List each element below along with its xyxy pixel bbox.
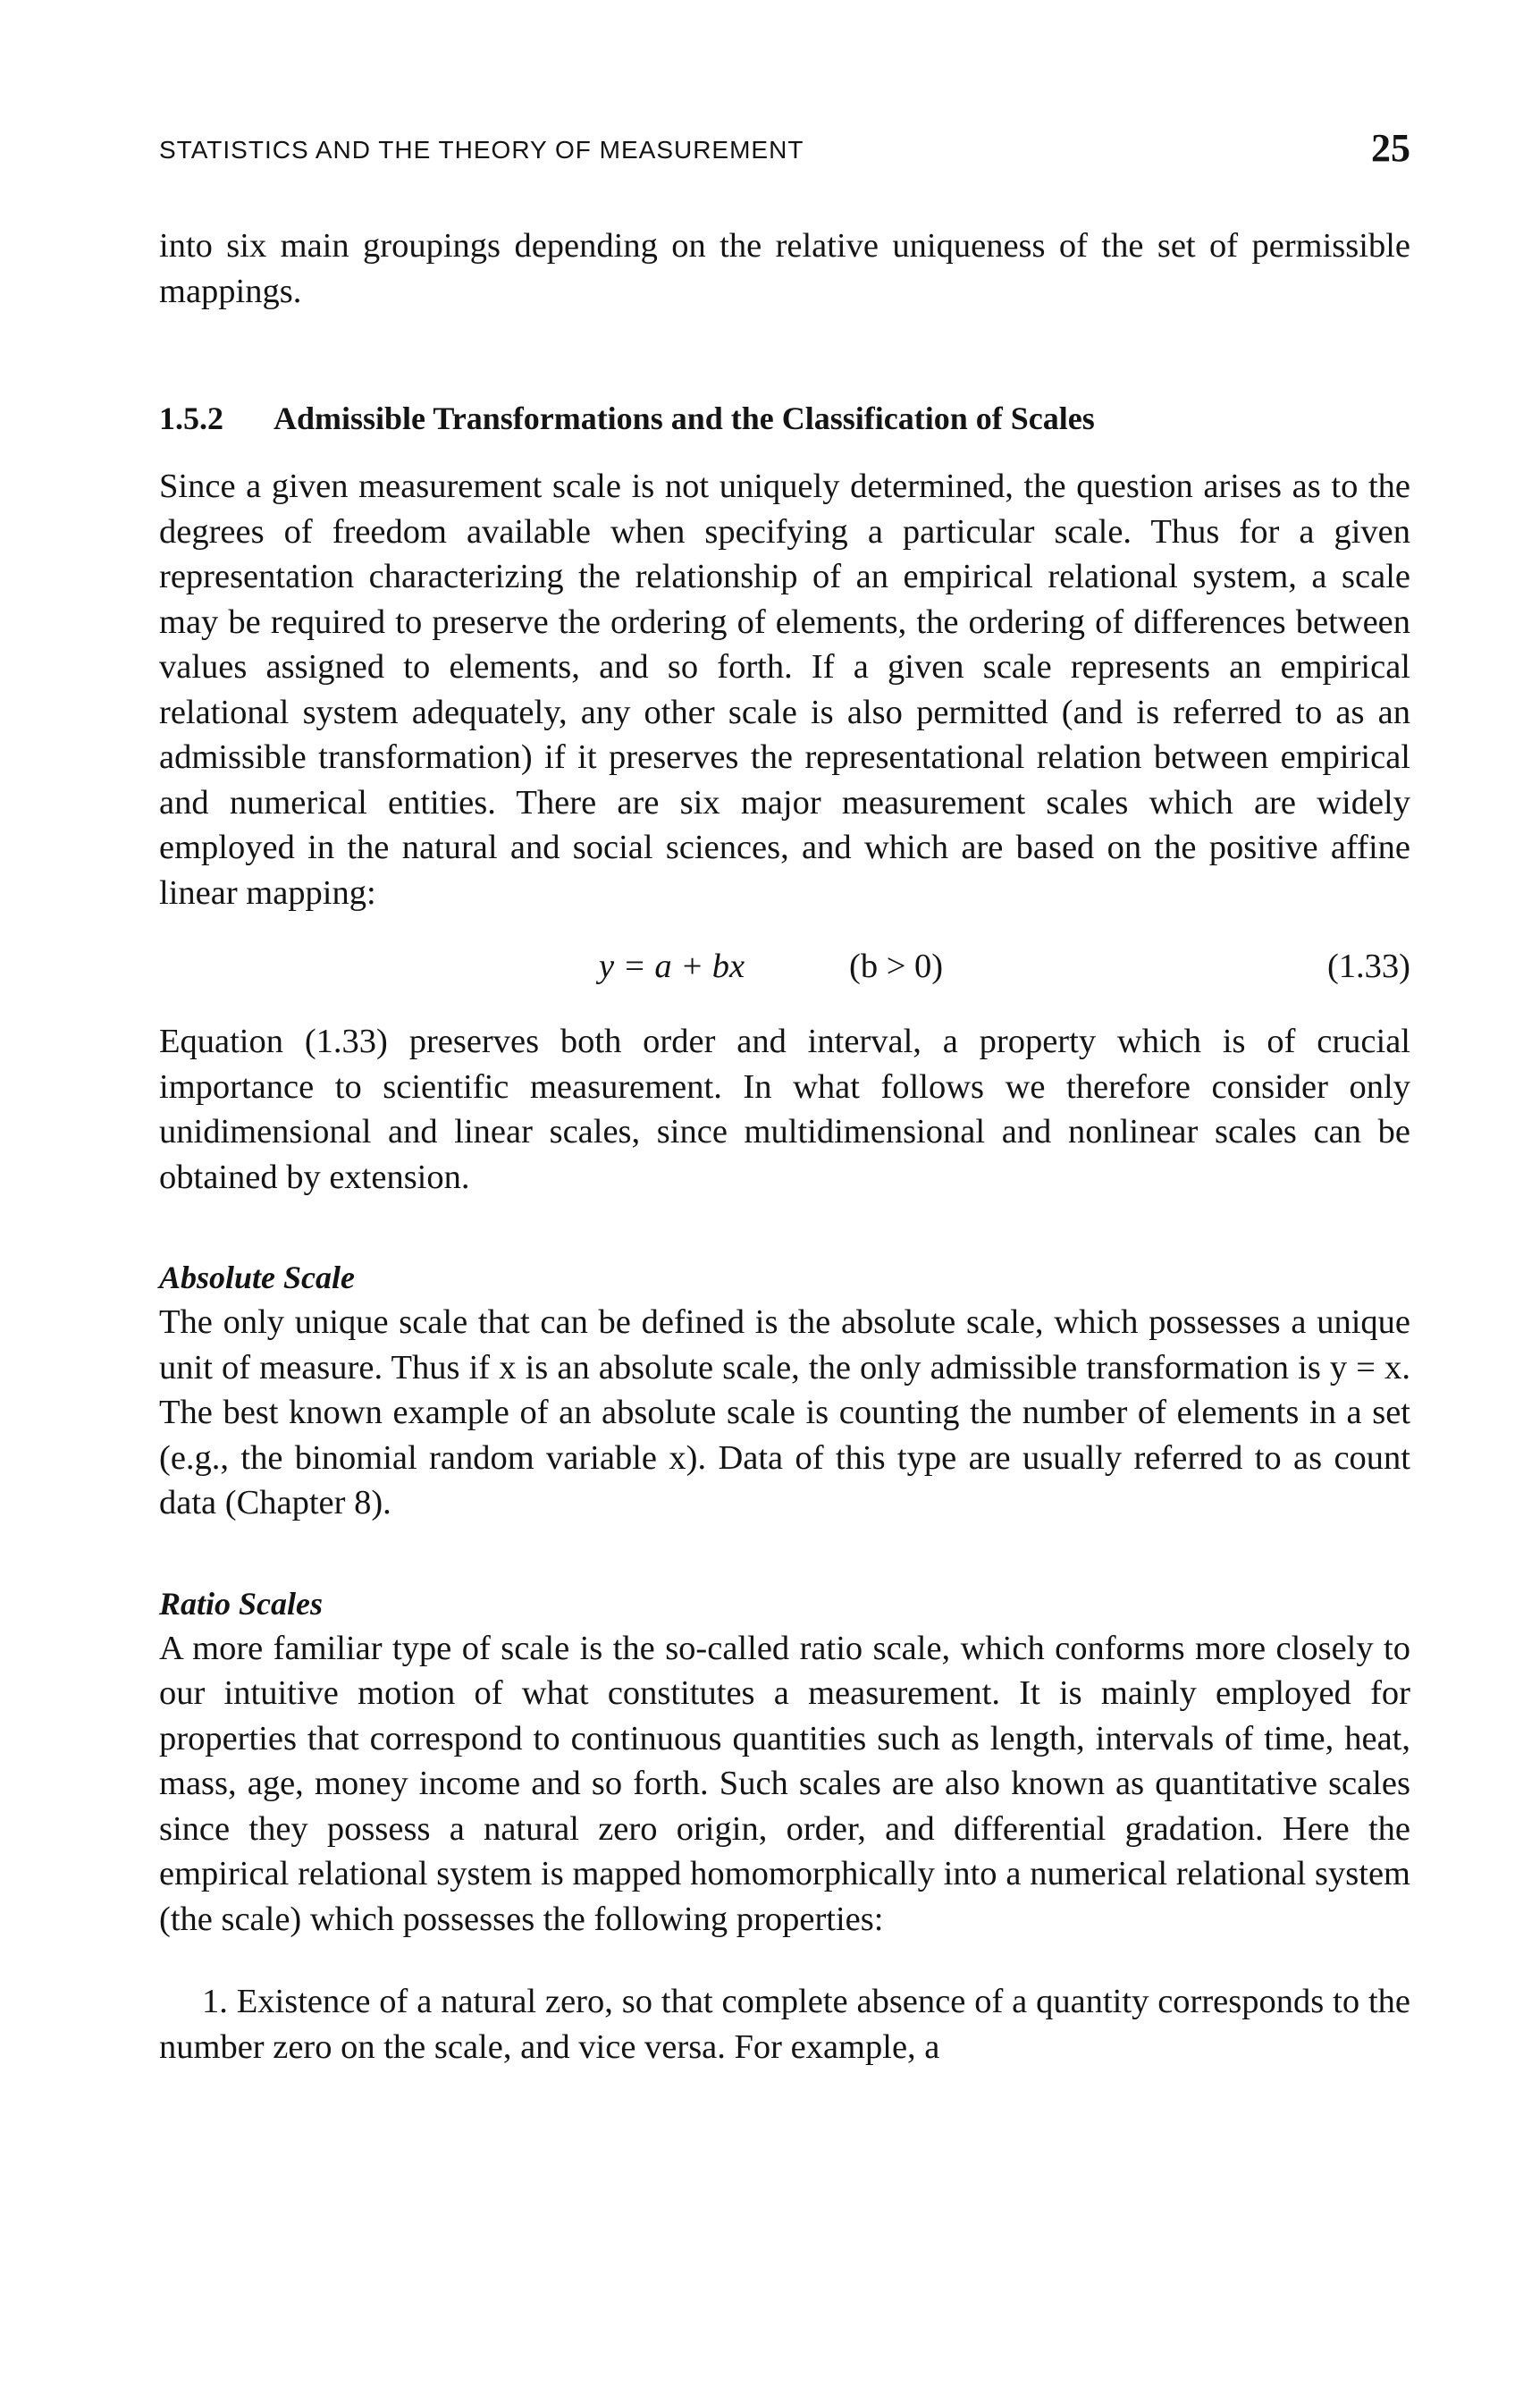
absolute-scale-heading: Absolute Scale	[159, 1260, 356, 1295]
ratio-scales-paragraph: A more familiar type of scale is the so-called ratio scale, which conforms more closely to our intuitive motion of what constitutes a measurement. It is mainly employed for properties that correspond to continuous quantities such as length, intervals of time, heat, mass, age, money income and so forth. Such scales are also known as quantitative scales since they possess a natural zero origin, order, and differential gradation. Here the empirical relational system is mapped homomorphically into a numerical relational system (the scale) which possesses the following properties:	[159, 1629, 1410, 1938]
absolute-scale-paragraph: The only unique scale that can be defined is the absolute scale, which possesses a unique unit of measure. Thus if x is an absolute scale, the only admissible transformation is y = x. The best known example of an absolute scale is counting the number of elements in a set (e.g., the binomial random variable x). Data of this type are usually referred to as count data (Chapter 8).	[159, 1303, 1410, 1521]
section-paragraph-2: Equation (1.33) preserves both order and interval, a property which is of crucial importance to scientific measurement. In what follows we therefore consider only unidimensional and linear scales, since multidimensional and nonlinear scales can be obtained by extension.	[159, 1023, 1410, 1196]
ratio-scales-heading: Ratio Scales	[159, 1585, 324, 1622]
page-number: 25	[1371, 126, 1410, 170]
section-heading	[159, 398, 1410, 439]
section-title: Admissible Transformations and the Classification of Scales	[273, 400, 1095, 436]
equation-expression: y = a + bx	[599, 948, 745, 985]
equation-condition: (b > 0)	[849, 948, 944, 985]
book-page	[159, 125, 1410, 2342]
section-number: 1.5.2	[159, 400, 223, 436]
equation-1-33	[159, 942, 1410, 990]
equation-number: (1.33)	[1326, 948, 1410, 985]
running-title: STATISTICS AND THE THEORY OF MEASUREMENT	[159, 136, 804, 164]
intro-paragraph: into six main groupings depending on the relative uniqueness of the set of permissible mappings.	[159, 227, 1410, 310]
running-head	[159, 125, 1410, 179]
list-item: 1. Existence of a natural zero, so that complete absence of a quantity corresponds to the number zero on the scale, and vice versa. For example, a	[159, 1983, 1410, 2066]
section-paragraph-1: Since a given measurement scale is not uniquely determined, the question arises as to the degrees of freedom available when specifying a particular scale. Thus for a given representation characterizing the relationship of an empirical relational system, a scale may be required to preserve the ordering of elements, the ordering of differences between values assigned to elements, and so forth. If a given scale represents an empirical relational system adequately, any other scale is also permitted (and is referred to as an admissible transformation) if it preserves the representational relation between empirical and numerical entities. There are six major measurement scales which are widely employed in the natural and social sciences, and which are based on the positive affine linear mapping:	[159, 468, 1410, 912]
